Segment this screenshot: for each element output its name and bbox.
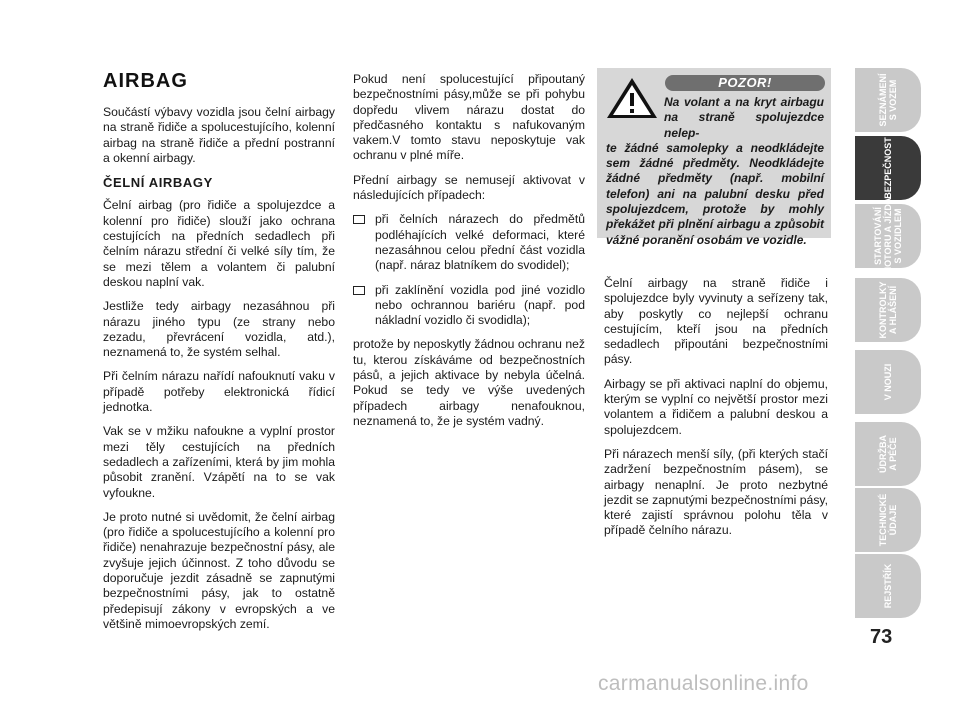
intro-paragraph: Součástí výbavy vozidla jsou čelní airbagy na straně řidiče a spolucestujícího, kolenní airbag na straně řidiče a přední postranní a okenní airbagy. xyxy=(103,105,335,165)
paragraph: Pokud není spolucestující připoutaný bezpečnostními pásy,může se při pohybu dopředu vlivem nárazu dostat do předčasného kontaktu s nafukovaným vakem.V tomto stavu neposkytuje vak ochranu v plné míře. xyxy=(353,72,585,163)
checkbox-bullet-icon xyxy=(353,286,365,295)
list-item-text: při zaklínění vozidla pod jiné vozidlo nebo ochrannou bariéru (např. pod nákladní vozidlo či svodidla); xyxy=(375,282,585,328)
tab-technicke-udaje[interactable] xyxy=(855,488,921,552)
list-item-text: při čelních nárazech do předmětů podléhajících velké deformaci, které nezasáhnou celou přední část vozidla (např. náraz blatníkem do svodidel); xyxy=(375,212,585,273)
left-column xyxy=(103,70,335,641)
list-item xyxy=(353,212,585,273)
paragraph: Vak se v mžiku nafoukne a vyplní prostor mezi těly cestujících na předních sedadlech a zařízeními, která by jim mohla působit zranění. Vzápětí na to se vak vyfoukne. xyxy=(103,424,335,500)
warning-text xyxy=(606,95,824,248)
tab-label: V NOUZI xyxy=(883,363,893,401)
paragraph: Je proto nutné si uvědomit, že čelní airbag (pro řidiče a spolucestujícího a kolenní pro řidiče) nenahrazuje bezpečnostní pásy, ale zvyšuje jejich účinnost. Z toho důvodu se doporučuje jezdit zásadně se zapnutými bezpečnostními pásy, jak to ostatně předepisují zákony v evropských a ve většině mimoevropských zemí. xyxy=(103,509,335,631)
tab-rejstrik[interactable] xyxy=(855,554,921,618)
paragraph: Při nárazech menší síly, (při kterých stačí zadržení bezpečnostním pásem), se airbagy nenaplní. Je proto nezbytné jezdit se zapnutými bezpečnostními pásy, které zajistí správnou polohu těla v případě čelního nárazu. xyxy=(604,446,828,538)
tab-v-nouzi[interactable] xyxy=(855,350,921,414)
warning-box xyxy=(597,68,831,247)
paragraph: protože by neposkytly žádnou ochranu než tu, kterou získáváme od bezpečnostních pásů, a jejich aktivace by nebyla účelná. Pokud se tedy ve výše uvedených případech airbagy nenafouknou, neznamená to, že je systém vadný. xyxy=(353,337,585,428)
list-item xyxy=(353,283,585,329)
paragraph: Airbagy se při aktivaci naplní do objemu, kterým se vyplní co největší prostor mezi volantem a řidičem a palubní deskou a spolujezdcem. xyxy=(604,376,828,437)
watermark: carmanualsonline.info xyxy=(598,672,809,695)
section-heading: ČELNÍ AIRBAGY xyxy=(103,175,213,191)
tab-kontrolky[interactable] xyxy=(855,278,921,342)
paragraph: Při čelním nárazu nařídí nafouknutí vaku v případě potřeby elektronická řídicí jednotka. xyxy=(103,369,335,415)
middle-column xyxy=(353,72,585,438)
tab-label: STARTOVÁNÍ MOTORU A JÍZDA S VOZIDLEM xyxy=(873,197,903,275)
tab-seznameni-s-vozem[interactable] xyxy=(855,68,921,132)
paragraph: Čelní airbagy na straně řidiče i spolujezdce byly vyvinuty a seřízeny tak, aby poskytly co nejlepší ochranu cestujícím, kteří jsou na předních sedadlech připoutáni bezpečnostními pásy. xyxy=(604,276,828,367)
tab-udrzba[interactable] xyxy=(855,422,921,486)
tab-label: KONTROLKY A HLÁŠENÍ xyxy=(878,281,898,339)
tab-label: ÚDRŽBA A PÉČE xyxy=(878,435,898,473)
tab-startovani[interactable] xyxy=(855,197,921,275)
right-column xyxy=(604,276,828,548)
warning-text-rest: te žádné samolepky a neodkládejte sem žádné předměty. Neodkládejte žádné předměty (např. mobilní telefon) ani na palubní desku před spolujezdcem, protože by mohly překážet při plnění airbagu a způsobit vážné poranění osobám ve vozidle. xyxy=(606,140,824,247)
tab-label: REJSTŘÍK xyxy=(883,563,893,609)
page-number: 73 xyxy=(870,626,893,648)
paragraph: Přední airbagy se nemusejí aktivovat v následujících případech: xyxy=(353,172,585,203)
paragraph: Čelní airbag (pro řidiče a spolujezdce a kolenní pro řidiče) slouží jako ochrana cestujících na předních sedadlech při čelním nárazu střední či velké síly tím, že se mezi tělem a volantem či palubní deskou naplní vak. xyxy=(103,198,335,289)
warning-badge: POZOR! xyxy=(665,75,825,91)
tab-label: TECHNICKÉ ÚDAJE xyxy=(878,493,898,547)
tab-label: SEZNÁMENÍ S VOZEM xyxy=(878,73,898,127)
page-title: AIRBAG xyxy=(103,70,188,92)
paragraph: Jestliže tedy airbagy nezasáhnou při nárazu jiného typu (ze strany nebo zezadu, převrácení vozidla, atd.), neznamená to, že systém selhal. xyxy=(103,299,335,360)
tab-bezpecnost[interactable] xyxy=(855,136,921,200)
warning-text-first-line: Na volant a na kryt airbagu na straně spolujezdce nelep- xyxy=(664,95,824,140)
checkbox-bullet-icon xyxy=(353,215,365,224)
tab-label: BEZPEČNOST xyxy=(883,137,893,199)
